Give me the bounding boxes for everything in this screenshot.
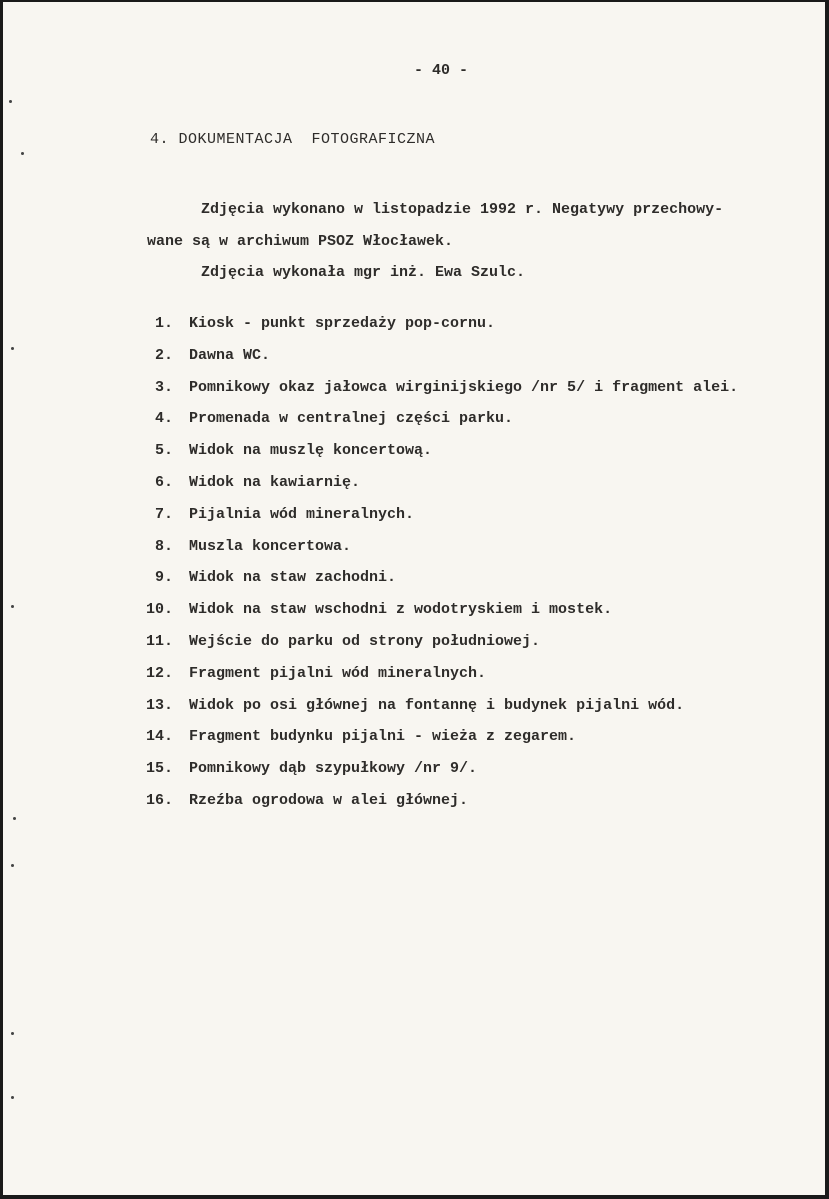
document-page	[3, 2, 825, 1195]
scan-mark	[21, 152, 24, 155]
scan-mark	[13, 817, 16, 820]
item-text: Pijalnia wód mineralnych.	[189, 505, 415, 523]
item-number: 2.	[154, 346, 173, 364]
item-number: 11.	[145, 633, 173, 650]
item-number: 7.	[154, 505, 173, 523]
item-number: 16.	[145, 792, 173, 809]
scan-mark	[11, 1096, 14, 1099]
item-number: 4.	[154, 410, 173, 428]
page-number: - 40 -	[414, 62, 469, 79]
item-text: Muszla koncertowa.	[189, 537, 352, 555]
item-text: Kiosk - punkt sprzedaży pop-cornu.	[189, 315, 496, 332]
item-text: Widok na muszlę koncertową.	[189, 442, 433, 460]
item-text: Fragment budynku pijalni - wieża z zegarem.	[189, 728, 577, 746]
scan-mark	[11, 347, 14, 350]
section-heading: 4. DOKUMENTACJA FOTOGRAFICZNA	[150, 131, 436, 148]
item-number: 10.	[145, 601, 173, 619]
paragraph-line-1: Zdjęcia wykonano w listopadzie 1992 r. Negatywy przechowy-	[201, 201, 724, 218]
item-number: 9.	[154, 569, 173, 587]
item-text: Wejście do parku od strony południowej.	[189, 633, 541, 650]
item-number: 15.	[145, 760, 173, 778]
scan-mark	[11, 864, 14, 867]
item-text: Widok po osi głównej na fontannę i budynek pijalni wód.	[189, 696, 685, 714]
item-text: Fragment pijalni wód mineralnych.	[189, 664, 487, 682]
item-text: Widok na staw wschodni z wodotryskiem i mostek.	[189, 601, 613, 619]
item-number: 5.	[154, 442, 173, 460]
paragraph-line-3: Zdjęcia wykonała mgr inż. Ewa Szulc.	[201, 264, 526, 281]
item-number: 1.	[154, 315, 173, 332]
item-number: 6.	[154, 474, 173, 491]
item-text: Widok na staw zachodni.	[189, 569, 397, 587]
item-text: Pomnikowy dąb szypułkowy /nr 9/.	[189, 760, 478, 778]
item-number: 3.	[154, 378, 173, 396]
item-text: Promenada w centralnej części parku.	[189, 410, 514, 428]
scan-mark	[11, 1032, 14, 1035]
item-number: 8.	[154, 537, 173, 555]
scan-mark	[9, 100, 12, 103]
item-text: Dawna WC.	[189, 346, 271, 364]
item-number: 13.	[145, 696, 173, 714]
paragraph-line-2: wane są w archiwum PSOZ Włocławek.	[147, 233, 454, 250]
item-number: 12.	[145, 664, 173, 682]
scan-mark	[11, 605, 14, 608]
item-text: Pomnikowy okaz jałowca wirginijskiego /nr 5/ i fragment alei.	[189, 378, 739, 396]
item-number: 14.	[145, 728, 173, 746]
item-text: Rzeźba ogrodowa w alei głównej.	[189, 792, 469, 809]
item-text: Widok na kawiarnię.	[189, 474, 361, 491]
